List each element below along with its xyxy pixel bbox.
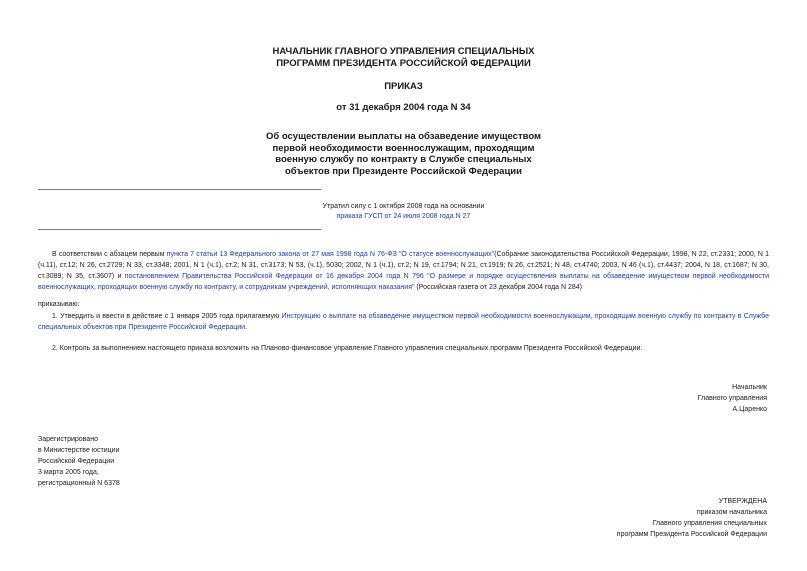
resolution-link[interactable]: постановлением Правительства Российской Федерации от 16 декабря 2004 года N 796 "О размере и порядке осуществления выплаты на обзаведение имуществом первой необходимости военнослужащих, проходящих военную службу по контракту, и сотрудникам учреждений, исполняющих наказания" (38, 273, 770, 291)
issuer-line-2: ПРОГРАММ ПРЕЗИДЕНТА РОССИЙСКОЙ ФЕДЕРАЦИИ (276, 58, 531, 69)
document-subject (0, 131, 807, 177)
item-1-start: 1. Утвердить и ввести в действие с 1 января 2005 года прилагаемую (52, 313, 282, 320)
lost-force-note (0, 202, 807, 222)
signature-name: А.Царенко (732, 406, 767, 413)
item-1-end: . (245, 324, 248, 331)
approval-line-4: программ Президента Российской Федерации (616, 531, 767, 538)
document-date-number: от 31 декабря 2004 года N 34 (336, 102, 471, 113)
lost-force-link[interactable]: приказа ГУСП от 24 июля 2008 года N 27 (336, 213, 471, 220)
item-1-paragraph (38, 311, 769, 333)
registration-line-3: Российской Федерации (38, 458, 115, 465)
subject-line-4: объектов при Президенте Российской Федерации (285, 165, 522, 177)
preamble-start: В соответствии с абзацем первым (52, 251, 167, 258)
preamble-end: (Российская газета от 23 декабря 2004 года N 284) (414, 284, 583, 291)
approval-block (617, 496, 767, 540)
approval-line-1: УТВЕРЖДЕНА (718, 498, 767, 505)
document-type: ПРИКАЗ (384, 81, 423, 92)
registration-line-2: в Министерстве юстиции (38, 447, 120, 454)
signature-line-1: Начальник (732, 384, 767, 391)
issuer-line-1: НАЧАЛЬНИК ГЛАВНОГО УПРАВЛЕНИЯ СПЕЦИАЛЬНЫХ (272, 46, 535, 57)
law-link[interactable]: пункта 7 статьи 13 Федерального закона от 27 мая 1998 года N 76-ФЗ "О статусе военнослужащих" (166, 251, 495, 258)
approval-line-2: приказом начальника (696, 509, 767, 516)
divider-top (38, 189, 321, 190)
registration-block (38, 434, 120, 489)
subject-line-2: первой необходимости военнослужащим, проходящим (272, 142, 535, 154)
registration-line-1: Зарегистрировано (38, 436, 98, 443)
subject-line-1: Об осуществлении выплаты на обзаведение имуществом (265, 131, 542, 142)
instruction-link[interactable]: Инструкцию о выплате на обзаведение имуществом первой необходимости военнослужащим, проходящим военную службу по контракту в Службе специальных объектов при Президенте Российской Федерации (38, 313, 769, 331)
preamble-paragraph (38, 249, 769, 293)
lost-force-text: Утратил силу с 1 октября 2008 года на основании (322, 203, 485, 210)
registration-date: 3 марта 2005 года, (38, 469, 99, 476)
order-word: приказываю: (38, 301, 80, 308)
item-2-paragraph: 2. Контроль за выполнением настоящего приказа возложить на Планово-финансовое управление Главного управления специальных программ Президента Российской Федерации. (52, 345, 643, 352)
signature-block (698, 382, 767, 415)
preamble-citations: (Собрание законодательства Российской Федерации, 1998, N 22, ст.2331; 2000, N 1 (ч.11), ст.12; N 26, ст.2729; N 33, ст.3348; 2001, N 1 (ч.1), ст.2; N 31, ст.3173; N 53, (ч.1), 5030; 2002, N 1 (ч.1), ст.2; N 19, ст.1794; N 21, ст.1919; N 26, ст.2521; N 48, ст.4740; 2003, N 46 (ч.1), ст.4437; 2004, N 18, ст.1687; N 30, ст.3089; N 35, ст.3607) и (38, 251, 770, 280)
approval-line-3: Главного управления специальных (652, 520, 767, 527)
signature-line-2: Главного управления (697, 395, 767, 402)
divider-bottom (38, 229, 321, 230)
subject-line-3: военную службу по контракту в Службе специальных (275, 154, 532, 165)
registration-number: регистрационный N 6378 (38, 480, 120, 487)
issuer-heading (0, 46, 807, 70)
